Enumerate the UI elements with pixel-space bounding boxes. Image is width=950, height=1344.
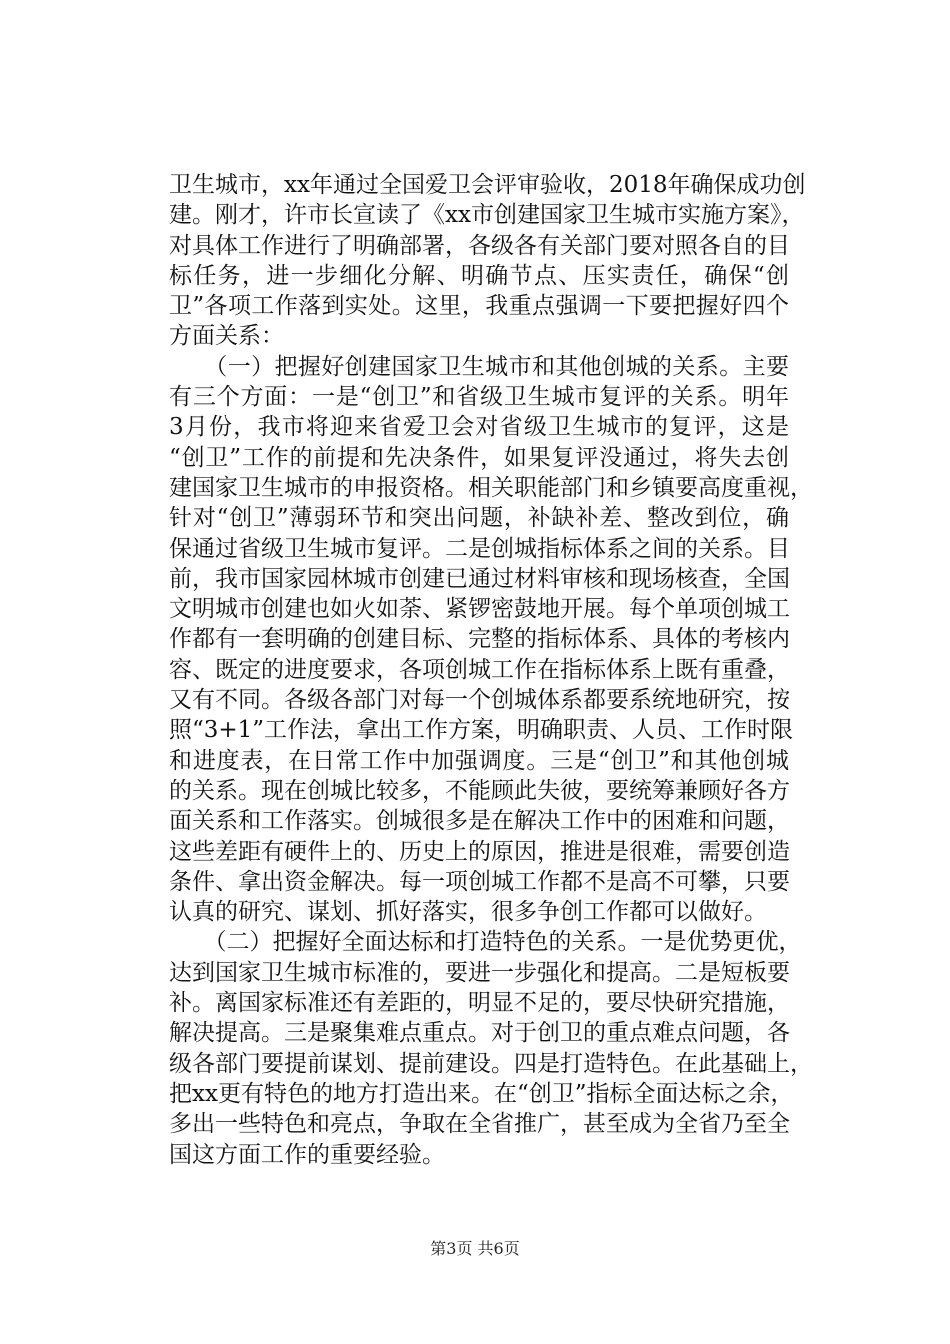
text-line: 建。刚才，许市长宣读了《xx市创建国家卫生城市实施方案》， <box>169 202 805 229</box>
text-line: 对具体工作进行了明确部署，各级各有关部门要对照各自的目 <box>169 232 790 259</box>
text-line: 保通过省级卫生城市复评。二是创城指标体系之间的关系。目 <box>169 535 790 562</box>
text-line: 多出一些特色和亮点，争取在全省推广，甚至成为全省乃至全 <box>169 1111 790 1138</box>
text-line: 有三个方面：一是“创卫”和省级卫生城市复评的关系。明年 <box>169 384 789 411</box>
text-line: 方面关系： <box>169 323 284 350</box>
text-line: 和进度表，在日常工作中加强调度。三是“创卫”和其他创城 <box>169 747 789 774</box>
text-line: 针对“创卫”薄弱环节和突出问题，补缺补差、整改到位，确 <box>169 505 789 532</box>
text-line: 前，我市国家园林城市创建已通过材料审核和现场核查，全国 <box>169 565 790 592</box>
text-line: 把xx更有特色的地方打造出来。在“创卫”指标全面达标之余， <box>169 1080 794 1107</box>
text-line: “创卫”工作的前提和先决条件，如果复评没通过，将失去创 <box>169 444 789 471</box>
text-line: 3月份，我市将迎来省爱卫会对省级卫生城市的复评，这是 <box>169 414 789 441</box>
document-body <box>169 170 813 1170</box>
text-line: 国这方面工作的重要经验。 <box>169 1141 445 1168</box>
text-line: 认真的研究、谋划、抓好落实，很多争创工作都可以做好。 <box>169 899 767 926</box>
text-line: 标任务，进一步细化分解、明确节点、压实责任，确保“创 <box>169 262 789 289</box>
text-line: 条件、拿出资金解决。每一项创城工作都不是高不可攀，只要 <box>169 868 790 895</box>
text-line: 卫生城市，xx年通过全国爱卫会评审验收，2018年确保成功创 <box>169 172 806 198</box>
text-line: 又有不同。各级各部门对每一个创城体系都要系统地研究，按 <box>169 687 790 714</box>
text-line: 达到国家卫生城市标准的，要进一步强化和提高。二是短板要 <box>169 959 790 986</box>
text-line: 的关系。现在创城比较多，不能顾此失彼，要统筹兼顾好各方 <box>169 777 790 804</box>
text-line: 作都有一套明确的创建目标、完整的指标体系、具体的考核内 <box>169 626 790 653</box>
text-line: 这些差距有硬件上的、历史上的原因，推进是很难，需要创造 <box>169 838 790 865</box>
paragraph-start-line: （二）把握好全面达标和打造特色的关系。一是优势更优， <box>169 929 802 956</box>
text-line: 容、既定的进度要求，各项创城工作在指标体系上既有重叠， <box>169 656 790 683</box>
text-line: 面关系和工作落实。创城很多是在解决工作中的困难和问题， <box>169 808 790 835</box>
text-line: 建国家卫生城市的申报资格。相关职能部门和乡镇要高度重视， <box>169 474 813 501</box>
text-line: 补。离国家标准还有差距的，明显不足的，要尽快研究措施， <box>169 990 790 1017</box>
page-number-footer: 第3页 共6页 <box>430 1239 520 1258</box>
paragraph-start-line: （一）把握好创建国家卫生城市和其他创城的关系。主要 <box>169 353 789 380</box>
text-line: 卫”各项工作落到实处。这里，我重点强调一下要把握好四个 <box>169 293 789 320</box>
text-line: 级各部门要提前谋划、提前建设。四是打造特色。在此基础上， <box>169 1050 813 1077</box>
text-line: 解决提高。三是聚集难点重点。对于创卫的重点难点问题，各 <box>169 1020 790 1047</box>
text-line: 照“3+1”工作法，拿出工作方案，明确职责、人员、工作时限 <box>169 717 794 744</box>
text-line: 文明城市创建也如火如荼、紧锣密鼓地开展。每个单项创城工 <box>169 596 790 623</box>
